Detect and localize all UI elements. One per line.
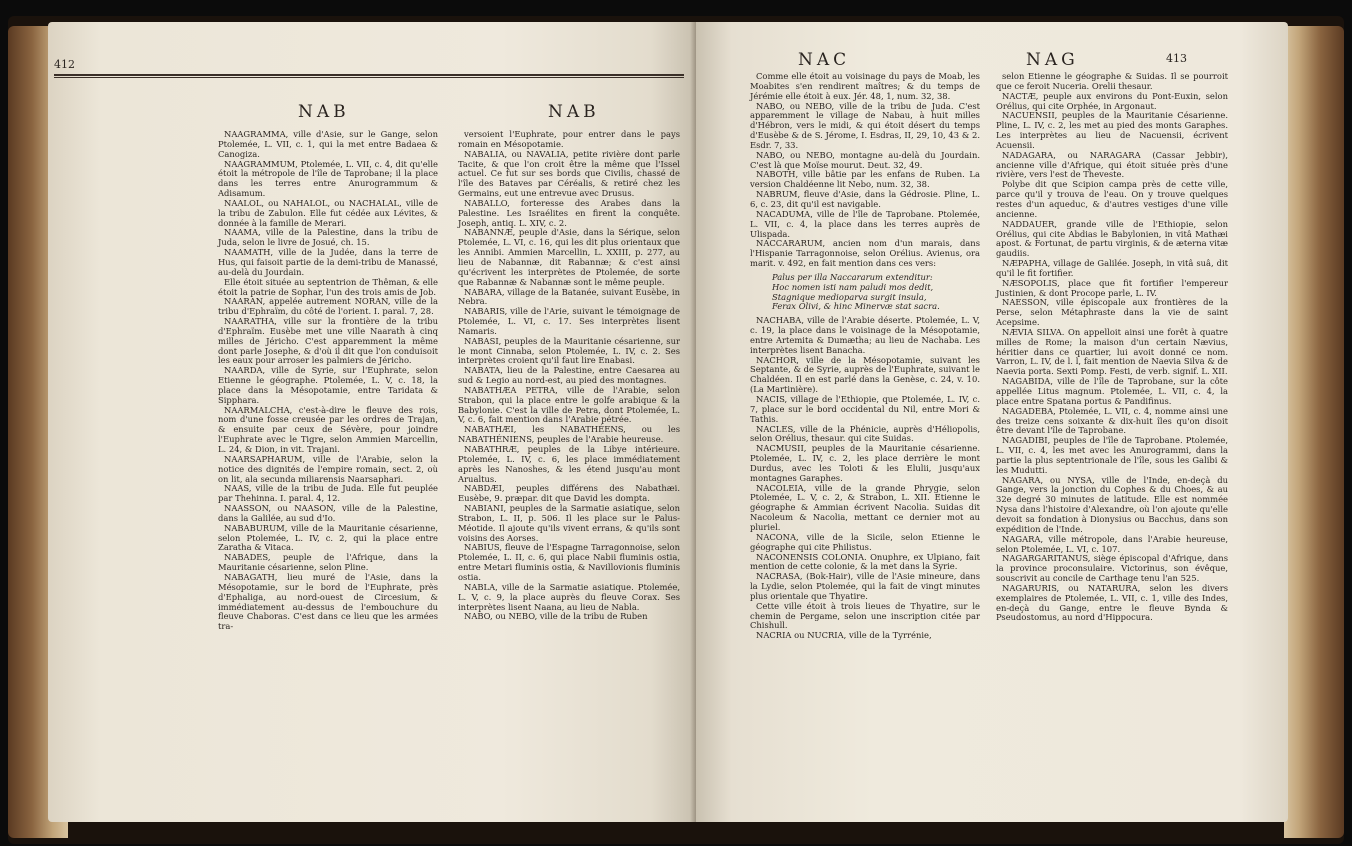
dictionary-entry: NACRASA, (Bok-Hair), ville de l'Asie mineure, dans la Lydie, selon Ptolemée, qui la fait de vingt minutes plus orientale que Thyatire. [750,571,980,601]
dictionary-entry: Elle étoit située au septentrion de Thêman, & elle étoit la patrie de Sophar, l'un des trois amis de Job. [218,276,438,297]
dictionary-entry: NAARMALCHA, c'est-à-dire le fleuve des rois, nom d'une fosse creusée par les ordres de Trajan, & ensuite par ceux de Sévère, pour joindre l'Euphrate avec le Tigre, selon Ammien Marcellin, L. 24, & Dion, in vit. Trajani. [218,404,438,454]
dictionary-entry: NACTÆ, peuple aux environs du Pont-Euxin, selon Orélius, qui cite Orphée, in Argonaut. [996,90,1228,111]
text-column-2 [996,72,1228,623]
running-head-right: NAG [1026,50,1079,70]
dictionary-entry: Cette ville étoit à trois lieues de Thyatire, sur le chemin de Pergame, selon une inscription citée par Chishull. [750,600,980,631]
dictionary-entry: NACRIA ou NUCRIA, ville de la Tyrrénie, [756,630,932,641]
dictionary-entry: NABO, ou NEBO, ville de la tribu de Juda. C'est apparemment le village de Nabau, à huit milles d'Hébron, vers le midi, & qui étoit désert du temps d'Eusèbe & de S. Jérome, I. Esdras, II, 29, 10, 43 & 2. Esdr. 7, 33. [750,100,980,150]
dictionary-entry: NAAGRAMMUM, Ptolemée, L. VII, c. 4, dit qu'elle étoit la métropole de l'île de Taprobane; il la place dans les terres entre Anurogrammum & Adisamum. [218,158,438,199]
dictionary-entry: NAARATHA, ville sur la frontière de la tribu d'Ephraïm. Eusèbe met une ville Naarath à cinq milles de Jéricho. C'est apparemment la même dont parle Josephe, & d'où il dit que l'on conduisoit les eaux pour arroser les palmiers de Jéricho. [218,316,438,366]
dictionary-entry: NAAGRAMMA, ville d'Asie, sur le Gange, selon Ptolemée, L. VII, c. 1, qui la met entre Badaea & Canogiza. [218,129,438,159]
dictionary-entry: NAAMATH, ville de la Judée, dans la terre de Hus, qui faisoit partie de la demi-tribu de Manassé, au-delà du Jourdain. [218,247,438,277]
dictionary-entry: NACONENSIS COLONIA. Onuphre, ex Ulpiano, fait mention de cette colonie, & la met dans la Syrie. [750,551,980,572]
running-head-right: NAB [548,102,600,122]
dictionary-entry: NACOLEIA, ville de la grande Phrygie, selon Ptolemée, L. V, c. 2, & Strabon, L. XII. Etienne le géographe & Ammian écrivent Nacolia. Suidas dit Nacoleum & Nacolia, mettant ce dernier mot au pluriel. [750,482,980,532]
dictionary-entry: NAARDA, ville de Syrie, sur l'Euphrate, selon Etienne le géographe. Ptolemée, L. V, c. 18, la place dans la Mésopotamie, entre Taridata & Sipphara. [218,365,438,405]
left-page [48,22,696,822]
dictionary-entry: selon Etienne le géographe & Suidas. Il se pourroit que ce feroit Nuceria. Orelii thesaur. [996,71,1228,91]
dictionary-entry: NABATA, lieu de la Palestine, entre Caesarea au sud & Legio au nord-est, au pied des montagnes. [458,365,680,386]
dictionary-entry: NABARA, village de la Batanée, suivant Eusèbe, in Nebra. [458,286,680,307]
right-page [696,22,1288,822]
dictionary-entry: NACMUSII, peuples de la Mauritanie césarienne. Ptolemée, L. IV, c. 2, les place derrière le mont Durdus, avec les Toloti & les Elulii, jusqu'aux montagnes Garaphes. [750,443,980,483]
dictionary-entry: NAGARA, ville métropole, dans l'Arabie heureuse, selon Ptolemée, L. VI, c. 107. [996,533,1228,554]
dictionary-entry: NABANNÆ, peuple d'Asie, dans la Sérique, selon Ptolemée, L. VI, c. 16, qui les dit plus orientaux que les Annibi. Ammien Marcellin, L. XXIII, p. 277, au lieu de Nabannæ, dit Rabannæ; & c'est ainsi qu'écrivent les interprètes de Ptolemée, de sorte que Rabannæ & Nabannæ sont le même peuple. [458,227,680,287]
book-cover-right-edge [1284,26,1344,838]
dictionary-entry: NABRUM, fleuve d'Asie, dans la Gédrosie. Pline, L. 6, c. 23, dit qu'il est navigable. [750,189,980,209]
dictionary-entry: NABO, ou NEBO, montagne au-delà du Jourdain. C'est là que Moïse mourut. Deut. 32, 49. [750,149,980,170]
dictionary-entry: NABIANI, peuples de la Sarmatie asiatique, selon Strabon, L. II, p. 506. Il les place sur le Palus-Méotide. Il ajoute qu'ils vivent errans, & qu'ils sont voisins des Aorses. [458,503,680,543]
running-head-left: NAB [298,102,350,122]
dictionary-entry: NACLES, ville de la Phénicie, auprès d'Héliopolis, selon Orélius, thesaur. qui cite Suidas. [750,423,980,444]
verse-line: Palus per illa Naccararum extenditur: [772,271,933,282]
dictionary-entry: Comme elle étoit au voisinage du pays de Moab, les Moabites s'en rendirent maîtres; & du temps de Jérémie elle étoit à eux. Jér. 48, 1, num. 32, 38. [750,71,980,101]
dictionary-entry: NAGARA, ou NYSA, ville de l'Inde, en-deçà du Gange, vers la jonction du Cophes & du Choes, & au 32e degré 30 minutes de latitude. Elle est nommée Nysa dans l'histoire d'Alexandre, où l'on ajoute qu'elle devoit sa fondation à Dionysius ou Bacchus, dans son expédition de l'Inde. [996,474,1228,534]
dictionary-entry: NADAGARA, ou NARAGARA (Cassar Jebbir), ancienne ville d'Afrique, qui étoit située près d'une rivière, vers l'est de Theveste. [996,149,1228,180]
verse-line: Stagnique medioparva surgit insula, [772,291,927,302]
dictionary-entry: NAARSAPHARUM, ville de l'Arabie, selon la notice des dignités de l'empire romain, sect. 2, où on lit, ala secunda miliarensis Naarsaphari. [218,453,438,484]
dictionary-entry: NACHOR, ville de la Mésopotamie, suivant les Septante, & de Syrie, auprès de l'Euphrate, suivant le Chaldéen. Il en est parlé dans la Genèse, c. 24, v. 10. (La Martinière). [750,354,980,395]
header-rule [54,74,684,78]
dictionary-entry: NACONA, ville de la Sicile, selon Etienne le géographe qui cite Philistus. [750,531,980,552]
text-column-1 [750,72,980,641]
dictionary-entry: NABIUS, fleuve de l'Espagne Tarragonnoise, selon Ptolemée, L. II, c. 6, qui place Nabii fluminis ostia, entre Metari fluminis ostia, & Navillovionis fluminis ostia. [458,542,680,582]
dictionary-entry: NABATHÆI, les NABATHÉENS, ou les NABATHÉNIENS, peuples de l'Arabie heureuse. [458,424,680,445]
dictionary-entry: NAGARURIS, ou NATARURA, selon les divers exemplaires de Ptolemée, L. VII, c. 1, ville des Indes, en-deçà du Gange, entre le fleuve Bynda & Pseudostomus, au nord d'Hippocura. [996,582,1228,623]
running-head-left: NAC [798,50,851,70]
dictionary-entry: NAAS, ville de la tribu de Juda. Elle fut peuplée par Thehinna. I. paral. 4, 12. [218,483,438,504]
page-number: 412 [54,58,75,71]
dictionary-entry: NÆVIA SILVA. On appelloit ainsi une forêt à quatre milles de Rome; la maison d'un certain Nævius, héritier dans ce quartier, lui avoit donné ce nom. Varron, L. IV, de l. l, fait mention de Naevia Silva & de Naevia porta. Sexti Pomp. Festi, de verb. signif. L. XII. [996,326,1228,377]
dictionary-entry: NAALOL, ou NAHALOL, ou NACHALAL, ville de la tribu de Zabulon. Elle fut cédée aux Lévites, & donnée à la famille de Merari. [218,197,438,228]
dictionary-entry: NABAGATH, lieu muré de l'Asie, dans la Mésopotamie, sur le bord de l'Euphrate, près d'Ephaliga, au nord-ouest de Circesium, & immédiatement au-dessus de l'embouchure du fleuve Chaboras. C'est dans ce lieu que les armées tra- [218,571,438,632]
dictionary-entry: NACIS, village de l'Ethiopie, que Ptolemée, L. IV, c. 7, place sur le bord occidental du Nil, entre Mori & Tathis. [750,394,980,424]
dictionary-entry: NABOTH, ville bâtie par les enfans de Ruben. La version Chaldéenne lit Nebo, num. 32, 38. [750,169,980,190]
page-number: 413 [1166,52,1187,65]
dictionary-entry: NÆPAPHA, village de Galilée. Joseph, in vitâ suâ, dit qu'il le fit fortifier. [996,258,1228,278]
dictionary-entry: NACADUMA, ville de l'île de Taprobane. Ptolemée, L. VII, c. 4, la place dans les terres auprès de Ulispada. [750,208,980,239]
dictionary-entry: NABO, ou NEBO, ville de la tribu de Ruben [464,611,648,622]
dictionary-entry: NAGABIDA, ville de l'île de Taprobane, sur la côte appellée Litus magnum. Ptolemée, L. VII, c. 4, la place entre Spatana portus & Pandifinus. [996,376,1228,406]
dictionary-entry: NADDAUER, grande ville de l'Ethiopie, selon Orélius, qui cite Abdias le Babylonien, in vitâ Mathæi apost. & Fortunat, de partu virginis, & de æterna vitæ gaudiis. [996,218,1228,259]
dictionary-entry: NABDÆI, peuples différens des Nabathæi. Eusèbe, 9. præpar. dit que David les dompta. [458,483,680,504]
dictionary-entry: Polybe dit que Scipion campa près de cette ville, parce qu'il y trouva de l'eau. On y trouve quelques restes d'un aqueduc, & d'autres vestiges d'une ville ancienne. [996,179,1228,219]
dictionary-entry: NAARAN, appelée autrement NORAN, ville de la tribu d'Ephraïm, du côté de l'orient. I. paral. 7, 28. [218,296,438,317]
verse-line: Hoc nomen isti nam paludi mos dedit, [772,281,934,292]
dictionary-entry: NAESSON, ville épiscopale aux frontières de la Perse, selon Métaphraste dans la vie de saint Acepsime. [996,297,1228,328]
dictionary-entry: NABALLO, forteresse des Arabes dans la Palestine. Les Israélites en firent la conquête. Joseph, antiq. L. XIV, c. 2. [458,197,680,228]
dictionary-entry: NABATHÆA PETRA, ville de l'Arabie, selon Strabon, qui la place entre le golfe arabique & la Babylonie. C'est la ville de Petra, dont Ptolemée, L. V, c. 6, fait mention dans l'Arabie pétrée. [458,384,680,425]
text-column-2 [458,130,680,622]
dictionary-entry: NABATHRÆ, peuples de la Libye intérieure. Ptolemée, L. IV, c. 6, les place immédiatement après les Nanoshes, & les étend jusqu'au mont Arualtus. [458,444,680,484]
dictionary-entry: NACCARARUM, ancien nom d'un marais, dans l'Hispanie Tarragonnoise, selon Orélius. Avienus, ora marit. v. 492, en fait mention dans ces vers: [750,238,980,269]
dictionary-entry: NABALIA, ou NAVALIA, petite rivière dont parle Tacite, & que l'on croit être la même que l'Issel actuel. Ce fut sur ses bords que Civilis, chassé de l'île des Bataves par Céréalis, & retiré chez les Germains, eut une entrevue avec Drusus. [458,148,680,199]
dictionary-entry: NAGADEBA, Ptolemée, L. VII, c. 4, nomme ainsi une des treize cens soixante & dix-huit îles qu'on disoit être devant l'île de Taprobane. [996,405,1228,436]
dictionary-entry: NAASSON, ou NAASON, ville de la Palestine, dans la Galilée, au sud d'Io. [218,503,438,523]
verse-quote [750,273,980,312]
dictionary-entry: NAGADIBI, peuples de l'île de Taprobane. Ptolemée, L. VII, c. 4, les met avec les Anurogrammi, dans la partie la plus septentrionale de l'île, sous les Galibi & les Mudutti. [996,435,1228,475]
dictionary-entry: NABLA, ville de la Sarmatie asiatique. Ptolemée, L. V, c. 9, la place auprès du fleuve Corax. Ses interprètes lisent Naana, au lieu de Nabla. [458,581,680,612]
dictionary-entry: NABARIS, ville de l'Arie, suivant le témoignage de Ptolemée, L. VI, c. 17. Ses interprètes lisent Namaris. [458,306,680,336]
dictionary-entry: NACUENSII, peuples de la Mauritanie Césarienne. Pline, L. IV, c. 2, les met au pied des monts Garaphes. Les interprètes au lieu de Nacuensii, écrivent Acuensii. [996,110,1228,150]
dictionary-entry: NAAMA, ville de la Palestine, dans la tribu de Juda, selon le livre de Josué, ch. 15. [218,227,438,248]
dictionary-entry: NABABURUM, ville de la Mauritanie césarienne, selon Ptolemée, L. IV, c. 2, qui la place entre Zaratha & Vitaca. [218,522,438,553]
dictionary-entry: NAGARGARITANUS, siège épiscopal d'Afrique, dans la province proconsulaire. Victorinus, son évêque, souscrivit au concile de Carthage tenu l'an 525. [996,553,1228,584]
dictionary-entry: NABASI, peuples de la Mauritanie césarienne, sur le mont Cinnaba, selon Ptolemée, L. IV, c. 2. Ses interprètes croient qu'il faut lire Enabasi. [458,335,680,366]
verse-line: Ferax Olivi, & hinc Minervæ stat sacra. [772,301,940,312]
dictionary-entry: versoient l'Euphrate, pour entrer dans le pays romain en Mésopotamie. [458,129,680,149]
dictionary-entry: NACHABA, ville de l'Arabie déserte. Ptolemée, L. V, c. 19, la place dans le voisinage de la Mésopotamie, entre Artemita & Dumætha; au lieu de Nachaba. Les interprètes lisent Banacha. [750,315,980,355]
dictionary-entry: NÆSOPOLIS, place que fit fortifier l'empereur Justinien, & dont Procope parle, L. IV. [996,277,1228,298]
text-column-1 [218,130,438,632]
dictionary-entry: NABADES, peuple de l'Afrique, dans la Mauritanie césarienne, selon Pline. [218,552,438,573]
